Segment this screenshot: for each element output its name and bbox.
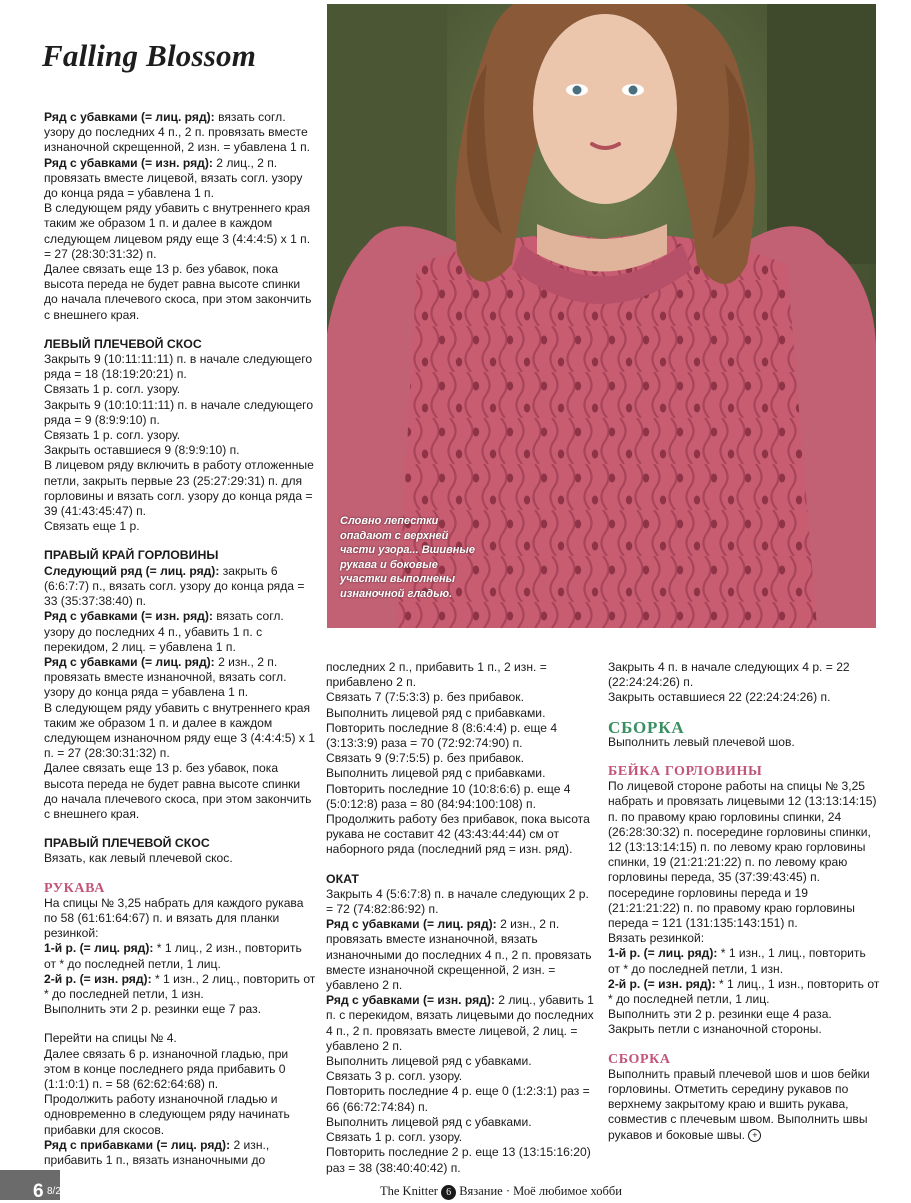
paragraph <box>608 931 880 946</box>
spacer <box>44 323 316 337</box>
paragraph-text: последних 2 п., прибавить 1 п., 2 изн. = прибавлено 2 п. <box>326 660 547 690</box>
paragraph-text: Связать 7 (7:5:3:3) р. без прибавок. <box>326 690 524 705</box>
page-number: 6 <box>33 1181 44 1202</box>
paragraph <box>608 977 880 1007</box>
paragraph-text: Вязать, как левый плечевой скос. <box>44 851 233 866</box>
paragraph <box>44 941 316 971</box>
paragraph <box>44 110 316 156</box>
paragraph <box>608 779 880 931</box>
paragraph-text: Связать еще 1 р. <box>44 519 140 534</box>
paragraph <box>608 690 880 705</box>
paragraph <box>326 993 598 1054</box>
paragraph <box>44 156 316 202</box>
paragraph-text: Далее связать еще 13 р. без убавок, пока высота переда не будет равна высоте спинки до начала плечевого скоса, при этом закончить с внешнего края. <box>44 262 312 322</box>
paragraph-text: Выполнить лицевой ряд с прибавками. <box>326 705 546 720</box>
end-mark-icon: + <box>748 1129 761 1142</box>
paragraph <box>44 1092 316 1138</box>
issue-date: 8/2021 <box>47 1186 78 1197</box>
paragraph-text: СБОРКА <box>608 717 685 737</box>
spacer <box>44 822 316 836</box>
row-label: Ряд с убавками (= лиц. ряд): <box>44 110 215 124</box>
paragraph <box>44 851 316 866</box>
spacer <box>44 534 316 548</box>
paragraph <box>44 428 316 443</box>
paragraph <box>608 660 880 690</box>
paragraph-text: Перейти на спицы № 4. <box>44 1031 177 1046</box>
row-label: 1-й р. (= лиц. ряд): <box>44 941 154 956</box>
paragraph-text: вязать согл. узору до последних 4 п., убавить 1 п. с перекидом, 2 лиц. = убавлена 1 п. <box>44 609 284 654</box>
paragraph <box>44 655 316 701</box>
paragraph-text: Выполнить левый плечевой шов. <box>608 734 795 749</box>
paragraph <box>326 751 598 766</box>
paragraph-text: Продолжить работу изнаночной гладью и одновременно в следующем ряду начинать прибавки для скосов. <box>44 1092 290 1137</box>
section-title <box>608 1052 880 1067</box>
paragraph-text: * 1 лиц., 2 изн., повторить от * до последней петли, 1 лиц. <box>44 941 302 971</box>
paragraph <box>326 812 598 858</box>
paragraph <box>44 701 316 762</box>
paragraph-text: Связать 3 р. согл. узору. <box>326 1069 463 1084</box>
row-label: Ряд с убавками (= изн. ряд): <box>44 609 213 624</box>
paragraph-text: Закрыть петли с изнаночной стороны. <box>608 1022 822 1037</box>
paragraph <box>608 946 880 976</box>
text-column-3 <box>608 660 880 1143</box>
paragraph-text: Повторить последние 8 (8:6:4:4) р. еще 4 (3:13:3:9) раза = 70 (72:92:74:90) п. <box>326 720 558 751</box>
paragraph <box>44 443 316 458</box>
paragraph <box>326 1084 598 1114</box>
paragraph-text: Закрыть 9 (10:11:11:11) п. в начале следующего ряда = 18 (18:19:20:21) п. <box>44 352 313 382</box>
paragraph-text: В следующем ряду убавить с внутреннего края таким же образом 1 п. и далее в каждом следующем изнаночном ряду еще 3 (4:4:4:5) х 1 п. = 27 (28:30:31:32) п. <box>44 700 316 761</box>
text-column-2 <box>326 660 598 1176</box>
paragraph-text: вязать согл. узору до последних 4 п., 2 п. провязать вместе изнаночной скрещенной, 2 изн. = убавлена 1 п. <box>44 110 311 155</box>
paragraph <box>326 1115 598 1130</box>
paragraph-text: Далее связать еще 13 р. без убавок, пока высота переда не будет равна высоте спинки до начала плечевого скоса, при этом закончить с внешнего края. <box>44 761 312 821</box>
spacer <box>44 867 316 881</box>
paragraph-text: 2 лиц., 2 п. провязать вместе лицевой, вязать согл. узору до конца ряда = убавлена 1 п. <box>44 155 303 201</box>
section-heading <box>44 337 316 352</box>
paragraph-text: ЛЕВЫЙ ПЛЕЧЕВОЙ СКОС <box>44 336 202 351</box>
paragraph <box>44 262 316 323</box>
row-label: 2-й р. (= изн. ряд): <box>608 976 716 991</box>
photo-caption: Словно лепестки опадают с верхней части узора... Вшивные рукава и боковые участки выполнены изнаночной гладью. <box>340 515 475 600</box>
paragraph <box>608 1007 880 1022</box>
paragraph <box>326 917 598 993</box>
paragraph <box>44 352 316 382</box>
row-label: 2-й р. (= изн. ряд): <box>44 971 152 986</box>
magazine-name: The Knitter <box>380 1184 438 1198</box>
spacer <box>608 750 880 764</box>
paragraph <box>44 761 316 822</box>
spacer <box>326 858 598 872</box>
paragraph <box>326 782 598 812</box>
paragraph-text: Связать 1 р. согл. узору. <box>44 428 181 443</box>
paragraph-text: Закрыть 9 (10:10:11:11) п. в начале следующего ряда = 9 (8:9:9:10) п. <box>44 397 314 427</box>
paragraph-text: Повторить последние 4 р. еще 0 (1:2:3:1) раз = 66 (66:72:74:84) п. <box>326 1084 590 1114</box>
issue-number: 6 <box>441 1185 456 1200</box>
paragraph-text: СБОРКА <box>608 1051 671 1067</box>
paragraph <box>44 519 316 534</box>
paragraph-text: Связать 1 р. согл. узору. <box>44 382 181 397</box>
row-label: Ряд с прибавками (= лиц. ряд): <box>44 1137 231 1152</box>
paragraph-text: Выполнить лицевой ряд с убавками. <box>326 1114 532 1129</box>
section-title <box>608 717 880 737</box>
paragraph <box>44 1047 316 1093</box>
paragraph-text: Выполнить эти 2 р. резинки еще 4 раза. <box>608 1007 832 1022</box>
paragraph-text: Связать 9 (9:7:5:5) р. без прибавок. <box>326 751 524 766</box>
paragraph-text: БЕЙКА ГОРЛОВИНЫ <box>608 764 763 780</box>
section-heading <box>44 548 316 563</box>
paragraph-text: * 1 изн., 2 лиц., повторить от * до последней петли, 1 изн. <box>44 971 316 1001</box>
paragraph-text: Закрыть 4 п. в начале следующих 4 р. = 22 (22:24:24:26) п. <box>608 660 850 690</box>
paragraph <box>608 1067 880 1143</box>
row-label: Ряд с убавками (= лиц. ряд): <box>44 654 215 669</box>
paragraph <box>44 1002 316 1017</box>
paragraph-text: Вязать резинкой: <box>608 931 705 946</box>
page-footer <box>380 1184 622 1200</box>
paragraph <box>608 735 880 750</box>
paragraph <box>326 721 598 751</box>
paragraph <box>326 690 598 705</box>
paragraph <box>608 1022 880 1037</box>
paragraph-text: В лицевом ряду включить в работу отложенные петли, закрыть первые 23 (25:27:29:31) п. для горловины и вязать согл. узору до конца ряда = 39 (41:43:45:47) п. <box>44 458 314 519</box>
paragraph <box>44 201 316 262</box>
paragraph <box>44 458 316 519</box>
paragraph <box>44 398 316 428</box>
paragraph <box>44 382 316 397</box>
paragraph <box>44 1138 316 1168</box>
paragraph-text: Продолжить работу без прибавок, пока высота рукава не составит 42 (43:43:44:44) см от наборного ряда (последний ряд = изн. ряд). <box>326 812 590 857</box>
row-label: Следующий ряд (= лиц. ряд): <box>44 563 220 578</box>
row-label: Ряд с убавками (= изн. ряд): <box>44 155 213 170</box>
paragraph-text: закрыть 6 (6:6:7:7) п., вязать согл. узору до конца ряда = 33 (35:37:38:40) п. <box>44 563 305 609</box>
paragraph <box>326 1054 598 1069</box>
paragraph-text: Закрыть оставшиеся 9 (8:9:9:10) п. <box>44 443 240 458</box>
article-title: Falling Blossom <box>42 38 257 73</box>
spacer <box>608 1038 880 1052</box>
paragraph <box>326 766 598 781</box>
paragraph-text: Закрыть 4 (5:6:7:8) п. в начале следующих 2 р. = 72 (74:82:86:92) п. <box>326 886 589 917</box>
paragraph-text: РУКАВА <box>44 880 105 896</box>
paragraph <box>326 1069 598 1084</box>
section-heading <box>326 872 598 887</box>
paragraph <box>44 1031 316 1046</box>
paragraph-text: В следующем ряду убавить с внутреннего края таким же образом 1 п. и далее в каждом следующем лицевом ряду еще 3 (4:4:4:5) х 1 п. = 27 (28:30:31:32) п. <box>44 201 311 261</box>
section-heading <box>44 836 316 851</box>
row-label: Ряд с убавками (= изн. ряд): <box>326 993 495 1008</box>
paragraph <box>326 706 598 721</box>
row-label: 1-й р. (= лиц. ряд): <box>608 946 718 961</box>
section-title <box>44 881 316 896</box>
paragraph-text: * 1 лиц., 1 изн., повторить от * до последней петли, 1 лиц. <box>608 976 880 1007</box>
row-label: Ряд с убавками (= лиц. ряд): <box>326 917 497 932</box>
paragraph <box>326 887 598 917</box>
paragraph-text: Закрыть оставшиеся 22 (22:24:24:26) п. <box>608 690 831 705</box>
paragraph-text: * 1 изн., 1 лиц., повторить от * до последней петли, 1 изн. <box>608 946 866 976</box>
magazine-subtitle: Вязание · Моё любимое хобби <box>459 1184 622 1198</box>
page-number-badge <box>0 1170 78 1202</box>
paragraph <box>326 660 598 690</box>
paragraph <box>44 972 316 1002</box>
paragraph-text: Далее связать 6 р. изнаночной гладью, при этом в конце последнего ряда прибавить 0 (1:1:0:1) п. = 58 (62:62:64:68) п. <box>44 1046 289 1091</box>
paragraph <box>44 609 316 655</box>
paragraph-text: Связать 1 р. согл. узору. <box>326 1130 463 1145</box>
paragraph <box>44 564 316 610</box>
paragraph <box>326 1145 598 1175</box>
paragraph-text: ОКАТ <box>326 871 359 886</box>
paragraph-text: По лицевой стороне работы на спицы № 3,25 набрать и провязать лицевыми 12 (13:13:14:15) п. по правому краю горловины спинки, 24 (26:28:30:32) п. посередине горловины спинки, 12 (13:13:14:15) п. по левому краю горловины спинки, 19 (21:21:21:22) п. по левому краю горловины переда, 35 (37:39:43:45) п. посередине горловины переда и 19 (21:21:21:22) п. по правому краю горловины переда = 121 (131:135:143:151) п. <box>608 779 877 931</box>
paragraph-text: 2 изн., 2 п. провязать вместе изнаночной, вязать изнаночными до последних 4 п., 2 п. провязать вместе изнаночной скрещенной, 2 изн. = убавлено 2 п. <box>326 917 592 993</box>
spacer <box>44 1017 316 1031</box>
text-column-1 <box>44 110 316 1168</box>
paragraph-text: Повторить последние 2 р. еще 13 (13:15:16:20) раз = 38 (38:40:40:42) п. <box>326 1145 591 1175</box>
paragraph <box>326 1130 598 1145</box>
paragraph-text: Выполнить эти 2 р. резинки еще 7 раз. <box>44 1002 262 1017</box>
paragraph-text: 2 изн., прибавить 1 п., вязать изнаночными до <box>44 1137 270 1167</box>
paragraph-text: Выполнить лицевой ряд с прибавками. <box>326 766 546 781</box>
paragraph-text: Выполнить лицевой ряд с убавками. <box>326 1054 532 1069</box>
paragraph-text: ПРАВЫЙ ПЛЕЧЕВОЙ СКОС <box>44 836 210 851</box>
paragraph <box>44 896 316 942</box>
paragraph-text: Выполнить правый плечевой шов и шов бейки горловины. Отметить середину рукавов по верхнему закрытому краю и вшить рукава, совместив с плечевым швом. Выполнить швы рукавов и боковые швы. <box>608 1066 870 1142</box>
paragraph-text: На спицы № 3,25 набрать для каждого рукава по 58 (61:61:64:67) п. и вязать для планки резинкой: <box>44 895 304 941</box>
paragraph-text: 2 изн., 2 п. провязать вместе изнаночной, вязать согл. узору до конца ряда = убавлена 1 п. <box>44 654 287 700</box>
paragraph-text: Повторить последние 10 (10:8:6:6) р. еще 4 (5:0:12:8) раза = 80 (84:94:100:108) п. <box>326 781 571 811</box>
section-title <box>608 764 880 779</box>
paragraph-text: ПРАВЫЙ КРАЙ ГОРЛОВИНЫ <box>44 548 219 563</box>
paragraph-text: 2 лиц., убавить 1 п. с перекидом, вязать лицевыми до последних 4 п., 2 п. провязать вместе лицевой, 2 лиц. = убавлено 2 п. <box>326 993 594 1053</box>
